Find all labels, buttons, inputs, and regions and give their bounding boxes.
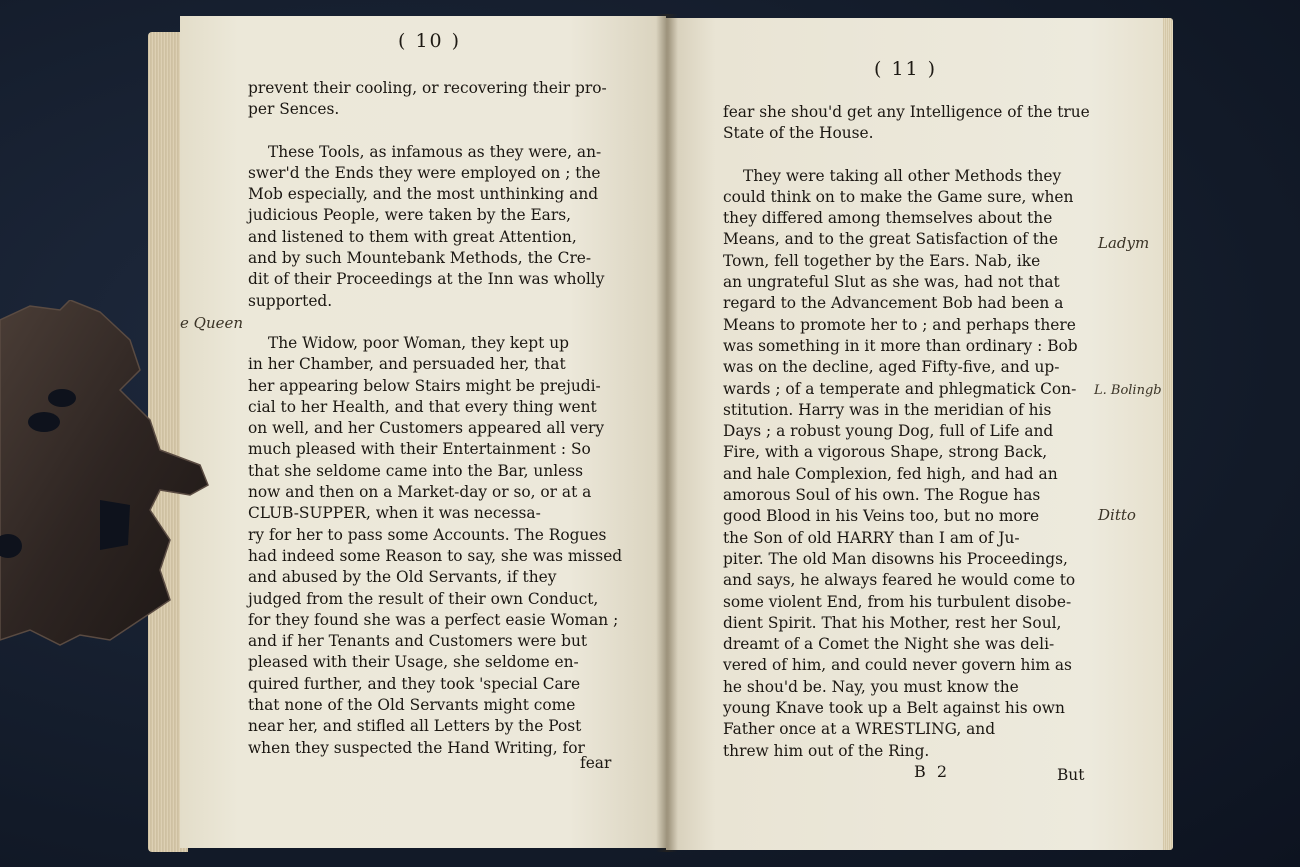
paragraph-gap [248, 312, 620, 333]
text-line: an ungrateful Slut as she was, had not that [723, 273, 1060, 292]
text-line: and listened to them with great Attention, [248, 227, 577, 246]
text-line: could think on to make the Game sure, when [723, 187, 1074, 206]
text-line: judged from the result of their own Conduct, [248, 589, 599, 608]
text-line: and if her Tenants and Customers were but [248, 632, 588, 651]
text-line: stitution. Harry was in the meridian of his [723, 400, 1052, 419]
text-line: cial to her Health, and that every thing went [248, 397, 597, 416]
text-line: young Knave took up a Belt against his own [723, 699, 1065, 718]
right-page-text [723, 102, 1093, 762]
text-line: was something in it more than ordinary : Bob [723, 336, 1078, 355]
text-line: that none of the Old Servants might come [248, 696, 576, 715]
text-line: much pleased with their Entertainment : So [248, 440, 591, 459]
text-line: per Sences. [248, 100, 340, 119]
page-number-right: ( 11 ) [874, 58, 938, 80]
left-page-text [248, 78, 623, 759]
text-line: fear she shou'd get any Intelligence of the true [723, 103, 1090, 121]
text-line: and abused by the Old Servants, if they [248, 568, 557, 587]
text-line: supported. [248, 291, 333, 310]
text-line: Fire, with a vigorous Shape, strong Back, [723, 443, 1048, 462]
left-page [180, 16, 666, 848]
text-line: now and then on a Market-day or so, or at a [248, 483, 592, 502]
text-line: Means to promote her to ; and perhaps there [723, 315, 1076, 334]
paragraph-gap [723, 145, 1093, 166]
open-book [148, 14, 1173, 854]
text-line: some violent End, from his turbulent disobe- [723, 592, 1072, 611]
text-line: judicious People, were taken by the Ears, [248, 206, 572, 225]
text-line: CLUB-SUPPER, when it was necessa- [248, 504, 541, 523]
text-line: was on the decline, aged Fifty-five, and up- [723, 358, 1060, 377]
margin-note-bolingbroke: L. Bolingb [1094, 383, 1162, 398]
catchword-left: fear [580, 754, 612, 772]
text-line: Means, and to the great Satisfaction of the [723, 230, 1058, 249]
text-line: The Widow, poor Woman, they kept up [268, 333, 569, 352]
text-line: amorous Soul of his own. The Rogue has [723, 486, 1041, 505]
right-page [666, 18, 1163, 850]
margin-note-queen: e Queen [180, 314, 244, 332]
metal-page-clip [0, 300, 210, 660]
text-line: Town, fell together by the Ears. Nab, ike [723, 251, 1041, 270]
text-line: piter. The old Man disowns his Proceedings, [723, 549, 1068, 568]
text-line: regard to the Advancement Bob had been a [723, 294, 1064, 313]
text-line: These Tools, as infamous as they were, an- [268, 142, 602, 161]
text-line: prevent their cooling, or recovering their pro- [248, 79, 607, 97]
text-line: he shou'd be. Nay, you must know the [723, 677, 1019, 696]
margin-note-ditto: Ditto [1098, 506, 1136, 524]
text-line: her appearing below Stairs might be prejudi- [248, 376, 601, 395]
paragraph-gap [248, 121, 620, 142]
text-line: ry for her to pass some Accounts. The Rogues [248, 525, 607, 544]
text-line: dient Spirit. That his Mother, rest her Soul, [723, 613, 1062, 632]
text-line: when they suspected the Hand Writing, for [248, 738, 585, 757]
text-line: swer'd the Ends they were employed on ; the [248, 163, 601, 182]
text-line: and by such Mountebank Methods, the Cre- [248, 249, 592, 268]
text-line: on well, and her Customers appeared all very [248, 419, 605, 438]
margin-note-lady: Ladym [1098, 234, 1150, 252]
text-line: for they found she was a perfect easie Woman ; [248, 610, 619, 629]
text-line: quired further, and they took 'special Care [248, 674, 581, 693]
text-line: vered of him, and could never govern him as [723, 656, 1072, 675]
text-line: had indeed some Reason to say, she was missed [248, 546, 623, 565]
text-line: They were taking all other Methods they [743, 166, 1062, 185]
signature-mark: B 2 [914, 762, 951, 781]
text-line: threw him out of the Ring. [723, 741, 930, 760]
text-line: wards ; of a temperate and phlegmatick Con- [723, 379, 1077, 398]
catchword-right: But [1057, 766, 1085, 784]
page-edges-right [1163, 18, 1173, 850]
text-line: that she seldome came into the Bar, unless [248, 461, 584, 480]
text-line: they differed among themselves about the [723, 209, 1053, 228]
text-line: State of the House. [723, 124, 874, 143]
page-number-left: ( 10 ) [398, 30, 462, 52]
text-line: in her Chamber, and persuaded her, that [248, 355, 566, 374]
text-line: near her, and stifled all Letters by the Post [248, 717, 582, 736]
text-line: pleased with their Usage, she seldome en- [248, 653, 579, 672]
text-line: the Son of old HARRY than I am of Ju- [723, 528, 1020, 547]
text-line: Father once at a WRESTLING, and [723, 720, 996, 739]
text-line: dreamt of a Comet the Night she was deli- [723, 635, 1055, 654]
book-gutter [656, 14, 678, 852]
text-line: dit of their Proceedings at the Inn was wholly [248, 270, 605, 289]
text-line: Mob especially, and the most unthinking and [248, 185, 599, 204]
text-line: Days ; a robust young Dog, full of Life and [723, 422, 1054, 441]
text-line: good Blood in his Veins too, but no more [723, 507, 1040, 526]
text-line: and says, he always feared he would come to [723, 571, 1076, 590]
text-line: and hale Complexion, fed high, and had an [723, 464, 1058, 483]
